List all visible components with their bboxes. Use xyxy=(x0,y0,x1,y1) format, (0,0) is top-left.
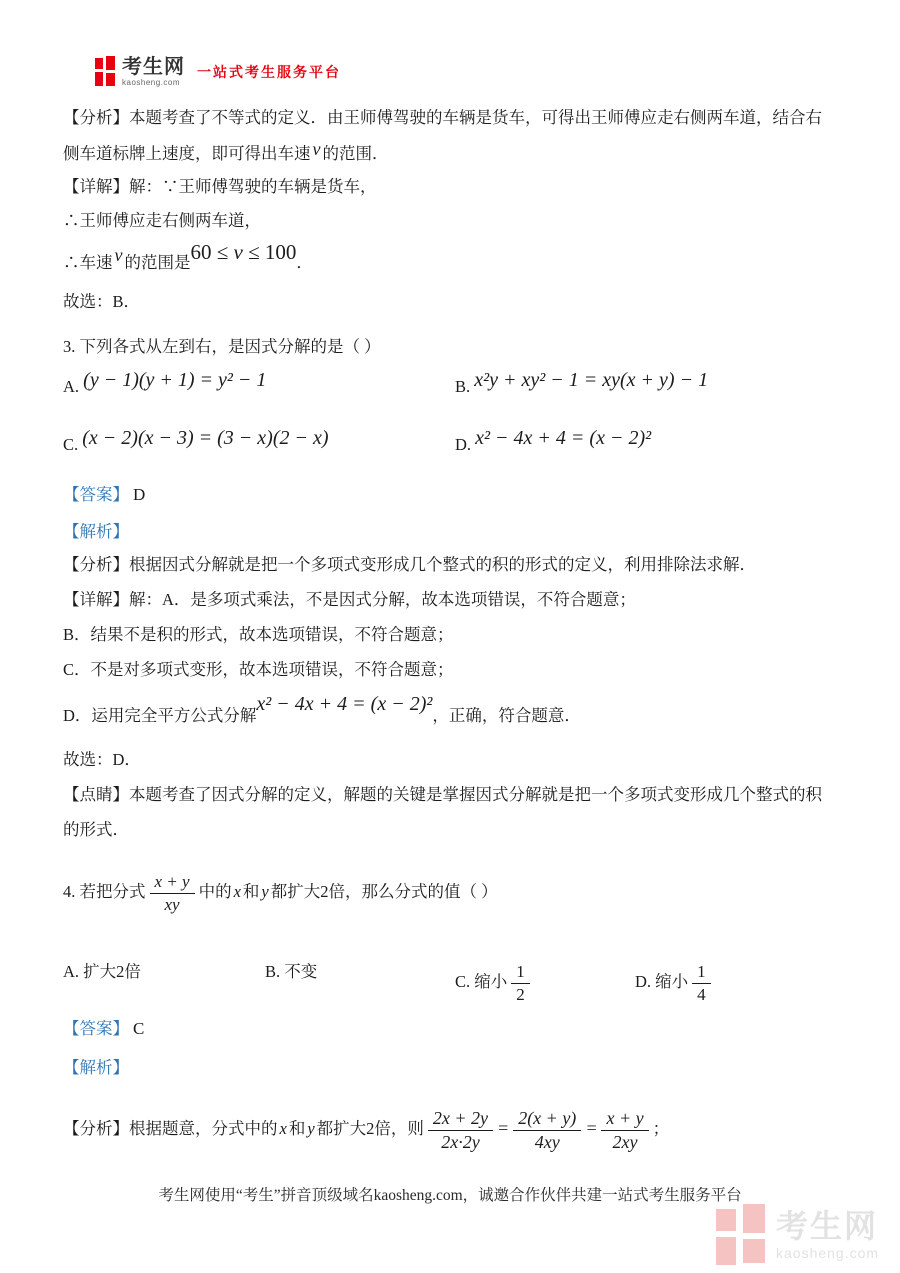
option-label: C. xyxy=(455,971,471,991)
q3-option-a xyxy=(63,369,267,399)
watermark-block xyxy=(716,1209,736,1231)
answer-value: D xyxy=(133,485,146,504)
option-formula: x²y + xy² − 1 = xy(x + y) − 1 xyxy=(474,369,709,391)
option-text: 不变 xyxy=(284,962,318,981)
option-text: 缩小 xyxy=(474,971,508,991)
watermark-block xyxy=(716,1237,736,1265)
q4-var-x: x xyxy=(279,1118,287,1138)
q3-detail-c: C．不是对多项式变形，故本选项错误，不符合题意； xyxy=(63,660,454,679)
q2-detail-line: 【详解】解：∵王师傅驾驶的车辆是货车， xyxy=(63,177,377,196)
option-label: B. xyxy=(455,377,471,396)
q4-analysis-mid: 都扩大 xyxy=(316,1118,367,1138)
q3-analysis-label: 【解析】 xyxy=(63,522,129,541)
option-label: C. xyxy=(63,435,79,454)
q2-var-v: v xyxy=(312,139,321,159)
q2-analysis-line-1: 【分析】本题考查了不等式的定义．由王师傅驾驶的车辆是货车，可得出王师傅应走右侧两车道，结合右 xyxy=(63,108,822,127)
option-label: A. xyxy=(63,962,80,981)
q4-number-2: 2 xyxy=(320,881,329,901)
logo-block xyxy=(95,72,103,86)
fraction-denominator: 2x·2y xyxy=(441,1131,480,1152)
option-text: 缩小 xyxy=(655,971,689,991)
q2-so2-end: ． xyxy=(296,253,313,272)
fraction-numerator: 2x + 2y xyxy=(428,1108,493,1131)
option-fraction xyxy=(511,962,530,1004)
q4-title-mid2: 和 xyxy=(242,881,260,901)
q4-var-y: y xyxy=(261,881,269,901)
logo-block xyxy=(106,56,115,70)
q3-tip-line-2: 的形式． xyxy=(63,820,129,839)
logo-brand-text: 考生网 xyxy=(122,55,185,78)
fraction-numerator: 1 xyxy=(511,962,530,984)
fraction-denominator: 4xy xyxy=(534,1131,560,1152)
q3-detail-b: B．结果不是积的形式，故本选项错误，不符合题意； xyxy=(63,625,454,644)
q3-answer-line xyxy=(63,484,145,506)
answer-value: C xyxy=(133,1019,145,1038)
q2-analysis-post: 的范围． xyxy=(322,144,389,163)
q3-detail-d-formula: x² − 4x + 4 = (x − 2)² xyxy=(256,693,433,715)
q4-option-d xyxy=(635,962,715,1004)
logo-tagline: 一站式考生服务平台 xyxy=(197,63,341,80)
formula-var: v xyxy=(233,240,243,264)
q4-title-mid4: 倍，那么分式的值（ ） xyxy=(328,881,498,901)
option-text: 扩大2倍 xyxy=(83,962,141,981)
option-label: B. xyxy=(265,962,281,981)
logo-name xyxy=(122,57,185,87)
q3-analysis-line: 【分析】根据因式分解就是把一个多项式变形成几个整式的积的形式的定义，利用排除法求解． xyxy=(63,555,756,574)
option-formula: x² − 4x + 4 = (x − 2)² xyxy=(475,427,652,449)
q2-speed-range-formula xyxy=(191,240,297,264)
option-fraction xyxy=(692,962,711,1004)
formula-part: 60 ≤ xyxy=(190,240,234,264)
logo-block xyxy=(95,58,103,69)
q3-option-c xyxy=(63,427,329,457)
formula-part: ≤ 100 xyxy=(242,240,297,264)
q4-option-b xyxy=(265,962,317,983)
kaosheng-logo-icon xyxy=(95,56,117,87)
q2-so2-pre: ∴车速 xyxy=(63,253,113,272)
q2-choose-line: 故选：B． xyxy=(63,292,141,311)
q3-detail-d-post: ，正确，符合题意． xyxy=(432,706,581,725)
q3-option-b xyxy=(455,369,709,399)
q2-so1-line: ∴王师傅应走右侧两车道， xyxy=(63,211,261,230)
q4-title-fraction xyxy=(150,872,195,914)
q3-detail-d-pre: D．运用完全平方公式分解 xyxy=(63,706,257,725)
question-4-title xyxy=(63,872,498,914)
option-label: A. xyxy=(63,377,80,396)
q4-analysis-end: ； xyxy=(652,1118,670,1138)
q4-option-c xyxy=(455,962,534,1004)
q4-analysis-and: 和 xyxy=(288,1118,306,1138)
q3-tip-line-1: 【点睛】本题考查了因式分解的定义，解题的关键是掌握因式分解就是把一个多项式变形成几个整式的积 xyxy=(63,785,822,804)
q4-var-y: y xyxy=(307,1118,315,1138)
watermark-brand: 考生网 xyxy=(776,1208,879,1244)
fraction-numerator: x + y xyxy=(150,872,195,894)
q2-so2-mid: 的范围是 xyxy=(124,253,191,272)
q3-detail-a: 【详解】解：A．是多项式乘法，不是因式分解，故本选项错误，不符合题意； xyxy=(63,590,636,609)
answer-label: 【答案】 xyxy=(63,1019,129,1038)
equals-sign: = xyxy=(497,1117,510,1138)
q4-answer-line xyxy=(63,1018,144,1040)
question-3-title: 3. 下列各式从左到右，是因式分解的是（ ） xyxy=(63,337,381,356)
fraction-numerator: x + y xyxy=(601,1108,648,1131)
option-formula: (x − 2)(x − 3) = (3 − x)(2 − x) xyxy=(82,427,329,449)
watermark-block xyxy=(743,1239,765,1263)
q4-option-a xyxy=(63,962,141,983)
watermark-domain: kaosheng.com xyxy=(776,1245,880,1261)
option-formula: (y − 1)(y + 1) = y² − 1 xyxy=(83,369,267,391)
q4-fraction-1 xyxy=(428,1108,493,1152)
kaosheng-watermark xyxy=(716,1204,879,1266)
q4-title-pre: 4. 若把分式 xyxy=(63,881,146,901)
fraction-denominator: 4 xyxy=(697,984,706,1004)
watermark-logo-icon xyxy=(716,1204,768,1266)
fraction-denominator: 2 xyxy=(516,984,525,1004)
q2-var-v: v xyxy=(114,245,123,265)
option-label: D. xyxy=(455,435,472,454)
q3-detail-d xyxy=(63,693,581,728)
logo-domain-text: kaosheng.com xyxy=(122,77,181,87)
watermark-text xyxy=(776,1210,879,1260)
q4-fraction-3 xyxy=(601,1108,648,1152)
footer-text: 考生网使用“考生”拼音顶级域名kaosheng.com，诚邀合作伙伴共建一站式考生服务平台 xyxy=(158,1187,742,1204)
q4-analysis-label: 【解析】 xyxy=(63,1058,129,1077)
q4-number-2: 2 xyxy=(366,1118,375,1138)
option-label: D. xyxy=(635,971,652,991)
q2-analysis-pre: 侧车道标牌上速度，即可得出车速 xyxy=(63,144,311,163)
q4-var-x: x xyxy=(233,881,241,901)
q4-analysis-then: 倍，则 xyxy=(374,1118,424,1138)
q2-analysis-line-2 xyxy=(63,139,389,165)
fraction-denominator: xy xyxy=(164,894,180,914)
q4-title-mid1: 中的 xyxy=(198,881,232,901)
q3-option-d xyxy=(455,427,652,457)
q4-title-mid3: 都扩大 xyxy=(270,881,321,901)
watermark-block xyxy=(743,1204,765,1233)
fraction-numerator: 1 xyxy=(692,962,711,984)
equals-sign: = xyxy=(585,1117,598,1138)
logo-block xyxy=(106,73,115,86)
fraction-numerator: 2(x + y) xyxy=(513,1108,581,1131)
kaosheng-logo xyxy=(95,56,341,87)
q2-so2-line xyxy=(63,240,313,274)
q4-analysis-line xyxy=(63,1108,669,1152)
q4-fraction-2 xyxy=(513,1108,581,1152)
answer-label: 【答案】 xyxy=(63,485,129,504)
fraction-denominator: 2xy xyxy=(612,1131,638,1152)
q4-analysis-pre: 【分析】根据题意，分式中的 xyxy=(63,1118,278,1138)
q3-choose-line: 故选：D． xyxy=(63,750,141,769)
